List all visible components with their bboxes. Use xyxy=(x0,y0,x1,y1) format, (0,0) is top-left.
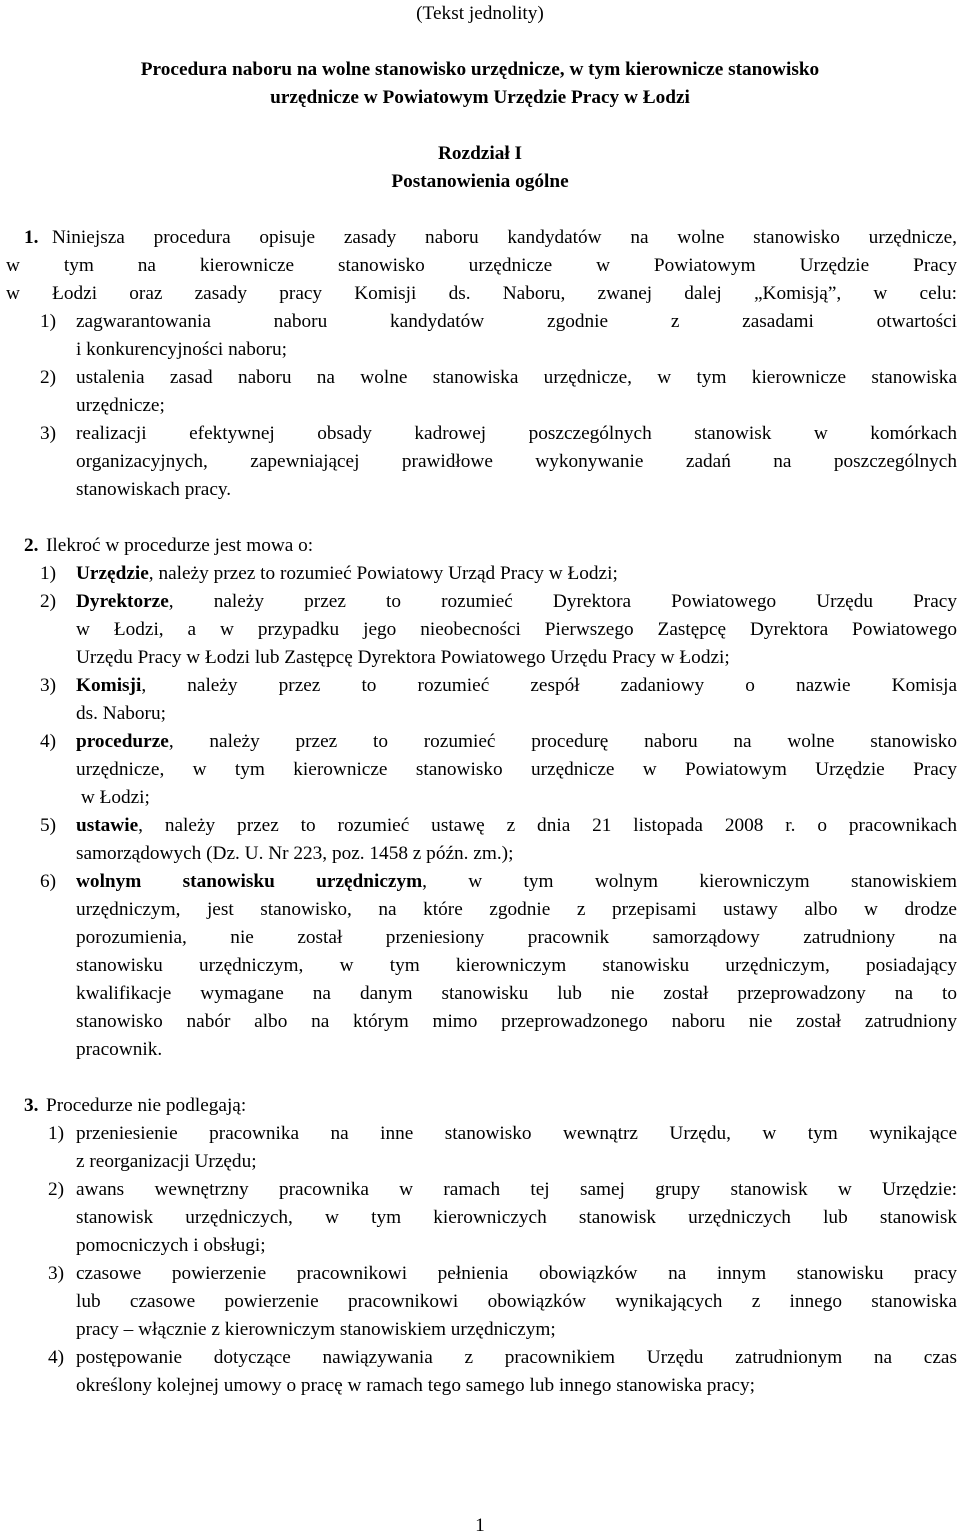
definition-line: Urzędu Pracy w Łodzi lub Zastępcę Dyrektora Powiatowego Urzędu Pracy w Łodzi; xyxy=(76,647,730,668)
definition-line: Dyrektorze, należy przez to rozumieć Dyrektora Powiatowego Urzędu Pracy xyxy=(76,591,957,612)
document-title-line1: Procedura naboru na wolne stanowisko urzędnicze, w tym kierownicze stanowisko xyxy=(140,59,820,80)
definition-line: w Łodzi, a w przypadku jego nieobecności Pierwszego Zastępcę Dyrektora Powiatowego xyxy=(76,619,957,640)
list-item-line: i konkurencyjności naboru; xyxy=(76,339,287,360)
list-item-line: z reorganizacji Urzędu; xyxy=(76,1151,257,1172)
list-item-line: awans wewnętrzny pracownika w ramach tej samej grupy stanowisk w Urzędzie: xyxy=(76,1179,957,1200)
list-item-number: 1) xyxy=(40,311,57,332)
definition-line: kwalifikacje wymagane na danym stanowisku lub nie został przeprowadzony na to xyxy=(76,983,957,1004)
section-3-number: 3. xyxy=(24,1095,39,1116)
list-item-line: przeniesienie pracownika na inne stanowisko wewnątrz Urzędu, w tym wynikające xyxy=(76,1123,957,1144)
definition-line: ustawie, należy przez to rozumieć ustawę z dnia 21 listopada 2008 r. o pracownikach xyxy=(76,815,957,836)
definition-line: ds. Naboru; xyxy=(76,703,166,724)
defined-term: Komisji xyxy=(76,675,142,696)
definition-line: stanowisko nabór albo na którym mimo przeprowadzonego naboru nie został zatrudniony xyxy=(76,1011,957,1032)
list-item-number: 4) xyxy=(48,1347,65,1368)
section-1-line: w Łodzi oraz zasady pracy Komisji ds. Naboru, zwanej dalej „Komisją”, w celu: xyxy=(6,283,957,304)
list-item-number: 4) xyxy=(40,731,57,752)
text-uniformity-note: (Tekst jednolity) xyxy=(416,3,544,24)
list-item-line: organizacyjnych, zapewniającej prawidłowe wykonywanie zadań na poszczególnych xyxy=(76,451,957,472)
document-title-line2: urzędnicze w Powiatowym Urzędzie Pracy w Łodzi xyxy=(270,87,690,108)
defined-term: procedurze xyxy=(76,731,169,752)
list-item-line: realizacji efektywnej obsady kadrowej poszczególnych stanowisk w komórkach xyxy=(76,423,957,444)
list-item-number: 2) xyxy=(40,591,57,612)
defined-term: wolnym stanowisku urzędniczym xyxy=(76,871,423,892)
list-item-line: ustalenia zasad naboru na wolne stanowiska urzędnicze, w tym kierownicze stanowiska xyxy=(76,367,957,388)
definition-line: urzędnicze, w tym kierownicze stanowisko urzędnicze w Powiatowym Urzędzie Pracy xyxy=(76,759,957,780)
definition-line: pracownik. xyxy=(76,1039,163,1060)
list-item-line: określony kolejnej umowy o pracę w ramach tego samego lub innego stanowiska pracy; xyxy=(76,1375,755,1396)
list-item-number: 1) xyxy=(48,1123,65,1144)
section-1-line: w tym na kierownicze stanowisko urzędnicze w Powiatowym Urzędzie Pracy xyxy=(6,255,957,276)
list-item-line: postępowanie dotyczące nawiązywania z pracownikiem Urzędu zatrudnionym na czas xyxy=(76,1347,957,1368)
defined-term: Dyrektorze xyxy=(76,591,169,612)
chapter-title: Postanowienia ogólne xyxy=(391,171,569,192)
list-item-number: 2) xyxy=(48,1179,65,1200)
definition-line: wolnym stanowisku urzędniczym, w tym wolnym kierowniczym stanowiskiem xyxy=(76,871,957,892)
list-item-number: 5) xyxy=(40,815,57,836)
section-3-intro: Procedurze nie podlegają: xyxy=(46,1095,247,1116)
section-1-number: 1. xyxy=(24,227,39,248)
definition-line: samorządowych (Dz. U. Nr 223, poz. 1458 z późn. zm.); xyxy=(76,843,514,864)
list-item-line: czasowe powierzenie pracownikowi pełnienia obowiązków na innym stanowisku pracy xyxy=(76,1263,957,1284)
definition-line: Komisji, należy przez to rozumieć zespół zadaniowy o nazwie Komisja xyxy=(76,675,957,696)
definition-line: urzędniczym, jest stanowisko, na które zgodnie z przepisami ustawy albo w drodze xyxy=(76,899,957,920)
list-item-number: 2) xyxy=(40,367,57,388)
list-item-line: stanowiskach pracy. xyxy=(76,479,232,500)
section-2-intro: Ilekroć w procedurze jest mowa o: xyxy=(46,535,314,556)
defined-term: ustawie xyxy=(76,815,139,836)
list-item-line: pomocniczych i obsługi; xyxy=(76,1235,266,1256)
list-item-number: 1) xyxy=(40,563,57,584)
definition-line: w Łodzi; xyxy=(76,787,150,808)
list-item-line: lub czasowe powierzenie pracownikowi obowiązków wynikających z innego stanowiska xyxy=(76,1291,957,1312)
definition-line: stanowisku urzędniczym, w tym kierowniczym stanowisku urzędniczym, posiadający xyxy=(76,955,957,976)
definition-line: porozumienia, nie został przeniesiony pracownik samorządowy zatrudniony na xyxy=(76,927,957,948)
section-1-line: Niniejsza procedura opisuje zasady naboru kandydatów na wolne stanowisko urzędnicze, xyxy=(52,227,957,248)
section-2-number: 2. xyxy=(24,535,39,556)
page-number: 1 xyxy=(475,1515,485,1536)
list-item-line: stanowisk urzędniczych, w tym kierowniczych stanowisk urzędniczych lub stanowisk xyxy=(76,1207,957,1228)
list-item-number: 6) xyxy=(40,871,57,892)
list-item-line: zagwarantowania naboru kandydatów zgodnie z zasadami otwartości xyxy=(76,311,957,332)
list-item-line: urzędnicze; xyxy=(76,395,165,416)
list-item-number: 3) xyxy=(40,675,57,696)
list-item-line: pracy – włącznie z kierowniczym stanowiskiem urzędniczym; xyxy=(76,1319,556,1340)
defined-term: Urzędzie xyxy=(76,563,149,584)
list-item-number: 3) xyxy=(40,423,57,444)
chapter-heading: Rozdział I xyxy=(437,143,523,164)
definition-line: Urzędzie, należy przez to rozumieć Powiatowy Urząd Pracy w Łodzi; xyxy=(76,563,618,584)
definition-line: procedurze, należy przez to rozumieć procedurę naboru na wolne stanowisko xyxy=(76,731,957,752)
list-item-number: 3) xyxy=(48,1263,65,1284)
